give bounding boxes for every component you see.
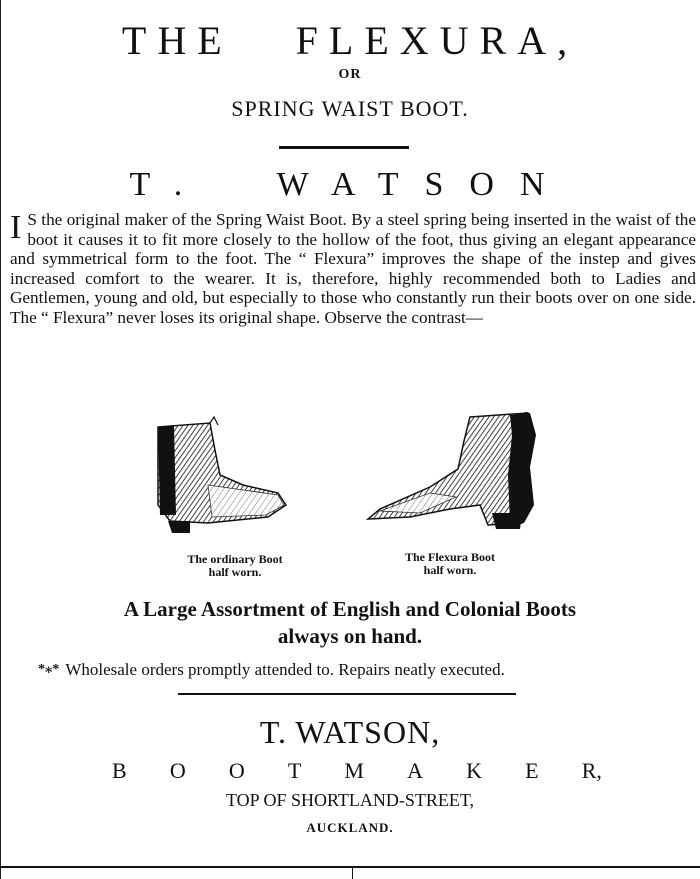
caption-flexura-boot	[385, 551, 515, 577]
signature-address: TOP OF SHORTLAND-STREET,	[225, 790, 475, 810]
caption-ordinary-line2: half worn.	[208, 565, 262, 579]
ad-subtitle: SPRING WAIST BOOT.	[231, 96, 469, 121]
assortment-line2: always on hand.	[277, 624, 423, 648]
asterism-icon: *⁎*	[38, 662, 60, 677]
trade-letter: E	[525, 758, 539, 783]
caption-flexura-line1: The Flexura Boot	[405, 550, 495, 564]
flexura-boot-illustration	[360, 405, 545, 535]
trade-letter: M	[344, 758, 364, 783]
caption-ordinary-boot	[170, 553, 300, 579]
signature-city: AUCKLAND.	[306, 820, 394, 835]
ad-or: OR	[338, 67, 362, 82]
bottom-rule-tick	[352, 868, 353, 879]
body-text: S the original maker of the Spring Waist Boot. By a steel spring being inserted in the waist of the boot it causes it to fit more closely to the hollow of the foot, thus giving an elegant appearance and symmetrical form to the foot. The “ Flexura” improves the shape of the instep and gives increased comfort to the wearer. It is, therefore, highly recommended both to Ladies and Gentlemen, young and old, but especially to those who constantly run their boots over on one side. The “ Flexura” never loses its original shape. Observe the contrast—	[10, 210, 696, 327]
ordinary-boot-illustration	[148, 405, 298, 535]
trade-letter: A	[407, 758, 423, 783]
signature-name: T. WATSON,	[259, 714, 441, 750]
bottom-rule	[0, 866, 700, 868]
caption-ordinary-line1: The ordinary Boot	[187, 552, 283, 566]
maker-heading: T. WATSON	[129, 166, 571, 203]
trade-letter: T	[287, 758, 302, 783]
drop-cap: I	[10, 209, 22, 246]
assortment-notice	[0, 596, 700, 650]
trade-letter: O	[228, 758, 245, 783]
trade-letter: R,	[581, 758, 602, 783]
boot-illustrations	[0, 395, 700, 595]
trade-letter: K	[466, 758, 483, 783]
trade-letter: O	[169, 758, 186, 783]
assortment-line1: A Large Assortment of English and Colonial Boots	[123, 597, 577, 621]
divider-rule-lower	[178, 693, 516, 695]
divider-rule	[279, 146, 409, 149]
trade-letter: B	[112, 758, 127, 783]
wholesale-notice	[38, 660, 680, 680]
caption-flexura-line2: half worn.	[423, 563, 477, 577]
body-paragraph	[10, 210, 696, 327]
wholesale-text: Wholesale orders promptly attended to. Repairs neatly executed.	[65, 660, 505, 679]
signature-trade	[112, 758, 602, 784]
ad-title: THE FLEXURA,	[121, 18, 579, 63]
